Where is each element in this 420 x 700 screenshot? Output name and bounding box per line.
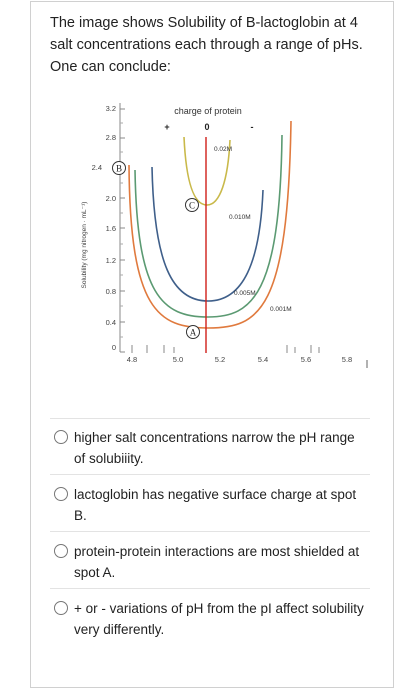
y-axis-label: Solubility (mg nitrogen · mL⁻¹) bbox=[81, 201, 88, 289]
label-0.005M: 0.005M bbox=[234, 290, 256, 297]
label-0.001M: 0.001M bbox=[270, 306, 292, 313]
option-text: lactoglobin has negative surface charge at spot B. bbox=[74, 487, 357, 523]
divider bbox=[50, 588, 370, 589]
divider bbox=[50, 474, 370, 475]
divider bbox=[50, 418, 370, 419]
label-0.010M: 0.010M bbox=[229, 214, 251, 221]
divider bbox=[50, 531, 370, 532]
question-text: The image shows Solubility of B-lactoglobin at 4 salt concentrations each through a range of pHs. One can conclude: bbox=[50, 15, 363, 75]
radio-button[interactable] bbox=[54, 430, 68, 444]
y-tick-label: 1.2 bbox=[105, 256, 116, 265]
spot-b-marker bbox=[113, 162, 126, 175]
x-tick-label: 5.0 bbox=[172, 355, 184, 364]
x-tick-label: 5.4 bbox=[257, 355, 269, 364]
y-tick-label: 2.0 bbox=[105, 194, 116, 203]
charge-plus: + bbox=[164, 122, 170, 132]
spot-b-label: B bbox=[115, 163, 123, 174]
charge-zero: 0 bbox=[204, 122, 210, 132]
y-tick-label: 0.8 bbox=[105, 287, 116, 296]
y-tick-label: 2.4 bbox=[91, 163, 102, 172]
charge-minus: - bbox=[250, 122, 254, 132]
x-tick-label: 4.8 bbox=[126, 355, 138, 364]
charge-title: charge of protein bbox=[174, 106, 242, 116]
x-tick-label: 5.8 bbox=[341, 355, 353, 364]
y-tick-label: 2.8 bbox=[105, 133, 116, 142]
label-0.02M: 0.02M bbox=[214, 146, 233, 153]
radio-button[interactable] bbox=[54, 544, 68, 558]
spot-c-label: C bbox=[188, 200, 196, 211]
y-tick-label: 1.6 bbox=[105, 224, 116, 233]
option-text: + or - variations of pH from the pI affect solubility very differently. bbox=[74, 601, 364, 637]
x-tick-label: 5.6 bbox=[300, 355, 312, 364]
x-tick-label: 5.2 bbox=[214, 355, 226, 364]
y-tick-label: 0.4 bbox=[105, 318, 116, 327]
y-ticks bbox=[120, 109, 125, 352]
radio-button[interactable] bbox=[54, 601, 68, 615]
solubility-figure bbox=[30, 95, 394, 395]
spot-a-marker bbox=[187, 326, 200, 339]
curve-0.001M bbox=[129, 121, 291, 328]
option-text: protein-protein interactions are most shielded at spot A. bbox=[74, 544, 360, 580]
spot-a-label: A bbox=[189, 327, 197, 338]
curve-0.010M bbox=[152, 167, 263, 301]
x-ticks bbox=[132, 345, 319, 353]
spot-c-marker bbox=[186, 199, 199, 212]
option-text: higher salt concentrations narrow the pH range of solubiiity. bbox=[74, 430, 355, 466]
radio-button[interactable] bbox=[54, 487, 68, 501]
y-tick-label: 0 bbox=[111, 343, 116, 352]
y-tick-label: 3.2 bbox=[105, 104, 116, 113]
